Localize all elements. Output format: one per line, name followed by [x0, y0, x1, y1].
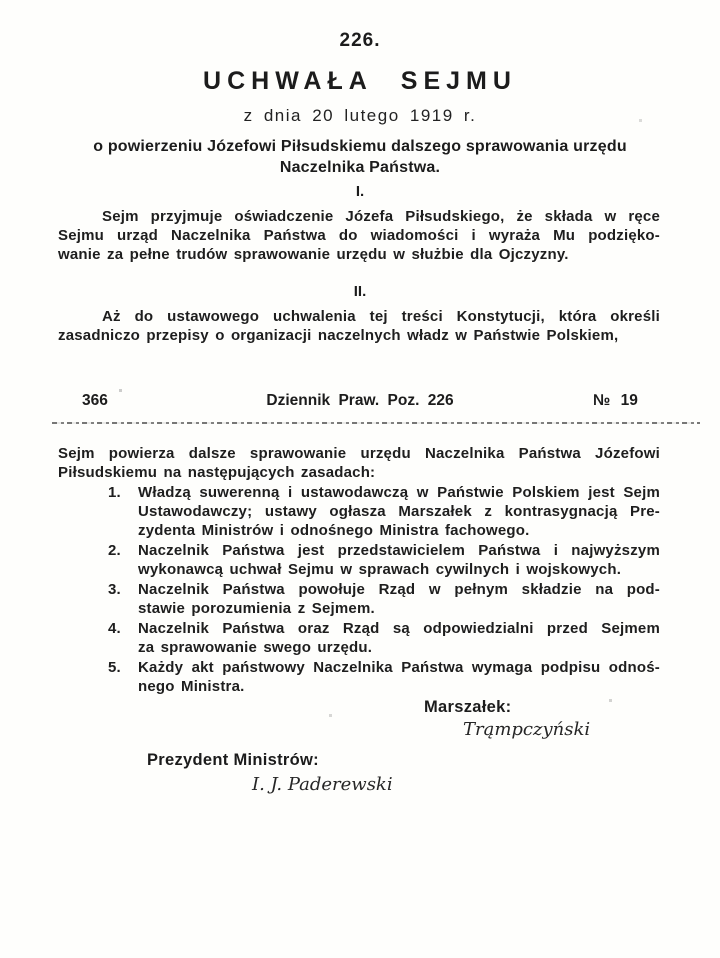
list-item-2 [108, 541, 660, 579]
subject-line-1: o powierzeniu Józefowi Piłsudskiemu dalszego sprawowania urzędu [93, 138, 627, 155]
journal-header: Dziennik Praw. Poz. 226 [266, 392, 454, 409]
text-line: Władzą suwerenną i ustawodawczą w Państwie Polskiem jest Sejm [138, 484, 660, 501]
text-line: Sejmu urząd Naczelnika Państwa do wiadomości i wyraża Mu podzięko- [58, 227, 660, 244]
text-line: nego Ministra. [138, 678, 245, 695]
text-line: wykonawcą uchwał Sejmu w sprawach cywilnych i wojskowych. [138, 561, 622, 578]
text-line: zydenta Ministrów i odnośnego Ministra fachowego. [138, 522, 530, 539]
text-line: Piłsudskiemu na następujących zasadach: [58, 464, 376, 481]
list-item-3 [108, 580, 660, 618]
list-item-5 [108, 658, 660, 696]
text-line: za sprawowanie swego urzędu. [138, 639, 373, 656]
marshal-signature-name: Trąmpczyński [463, 719, 591, 740]
text-line: Naczelnik Państwa oraz Rząd są odpowiedzialni przed Sejmem [138, 620, 660, 637]
document-number: 226. [339, 30, 381, 51]
continuation-paragraph [58, 444, 660, 482]
text-line: Sejm przyjmuje oświadczenie Józefa Piłsudskiego, że składa w ręce [102, 208, 660, 225]
page-number: 366 [82, 392, 108, 409]
subject-line-2: Naczelnika Państwa. [279, 159, 441, 176]
list-item-number: 5. [108, 659, 121, 676]
scan-noise-specks [0, 0, 1, 1]
document-title: UCHWAŁA SEJMU [203, 67, 517, 95]
text-line: wanie za pełne trudów sprawowanie urzędu w służbie dla Ojczyzny. [58, 246, 569, 263]
premier-signature-label: Prezydent Ministrów: [147, 751, 319, 769]
issue-number: № 19 [593, 392, 638, 409]
text-line: Każdy akt państwowy Naczelnika Państwa wymaga podpisu odnoś- [138, 659, 660, 676]
document-subject [0, 136, 720, 178]
section-2-paragraph [58, 307, 660, 345]
document-date: z dnia 20 lutego 1919 r. [243, 106, 477, 125]
text-line: Naczelnik Państwa jest przedstawicielem Państwa i najwyższym [138, 542, 660, 559]
text-line: Ustawodawczy; ustawy ogłasza Marszałek z kontrasygnacją Pre- [138, 503, 660, 520]
text-line: stawie porozumienia z Sejmem. [138, 600, 375, 617]
list-item-1 [108, 483, 660, 540]
premier-signature-name: I. J. Paderewski [252, 774, 393, 795]
text-line: Naczelnik Państwa powołuje Rząd w pełnym składzie na pod- [138, 581, 660, 598]
list-item-number: 2. [108, 542, 121, 559]
text-line: zasadniczo przepisy o organizacji naczelnych władz w Państwie Polskiem, [58, 327, 619, 344]
section-1-heading: I. [355, 183, 365, 200]
page-divider-rule [52, 422, 700, 424]
section-1-paragraph [58, 207, 660, 264]
text-line: Sejm powierza dalsze sprawowanie urzędu Naczelnika Państwa Józefowi [58, 445, 660, 462]
list-item-4 [108, 619, 660, 657]
list-item-number: 1. [108, 484, 121, 501]
text-line: Aż do ustawowego uchwalenia tej treści Konstytucji, która określi [102, 308, 660, 325]
section-2-heading: II. [353, 283, 367, 300]
list-item-number: 4. [108, 620, 121, 637]
list-item-number: 3. [108, 581, 121, 598]
marshal-signature-label: Marszałek: [424, 698, 512, 716]
